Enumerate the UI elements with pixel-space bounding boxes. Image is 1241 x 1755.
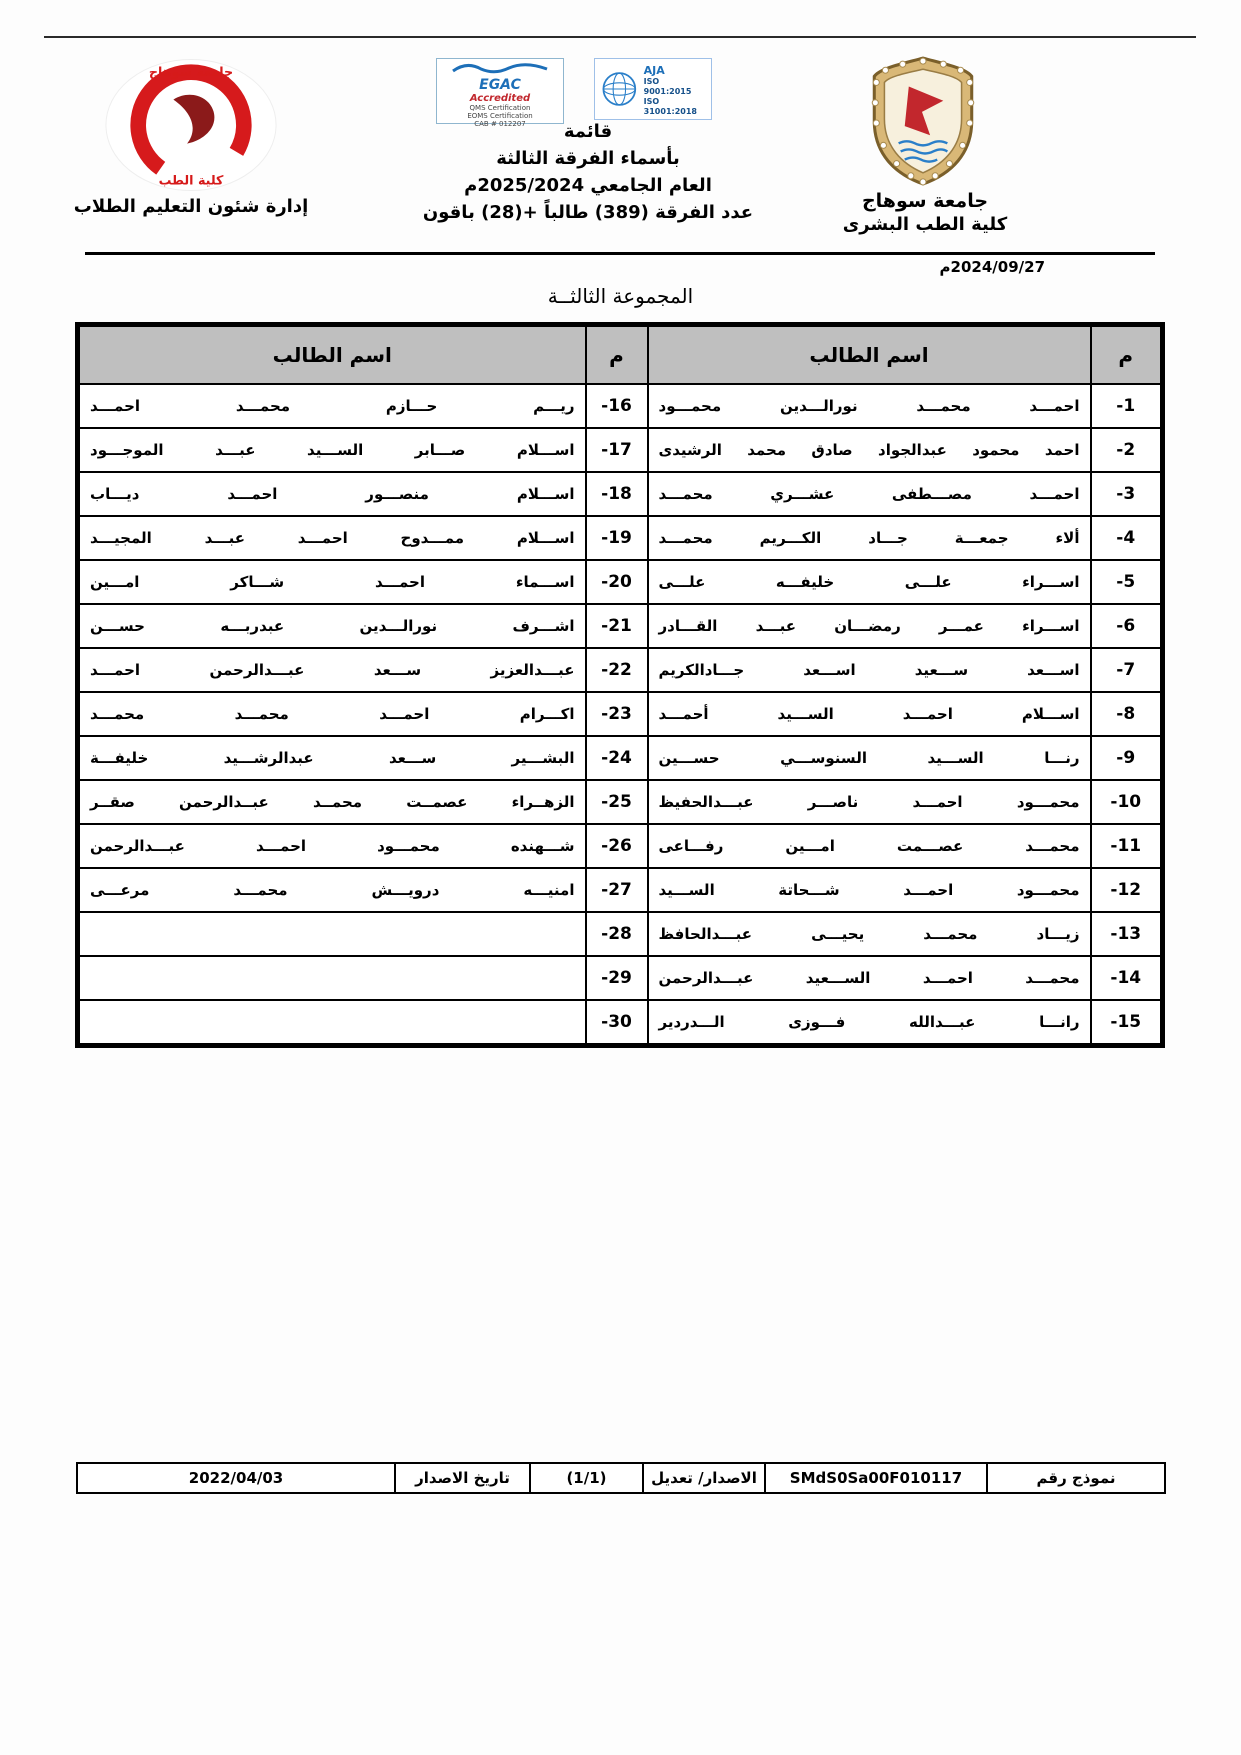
row-number-left: -26 bbox=[586, 824, 648, 868]
egac-wave-icon bbox=[445, 60, 555, 74]
title-list-word: قائمة bbox=[563, 121, 613, 142]
row-number-left: -28 bbox=[586, 912, 648, 956]
student-name-right: محمـــود احمـــد ناصـــر عبـــدالحفيظ bbox=[648, 780, 1091, 824]
aja-iso-line-1: ISO 9001:2015 bbox=[643, 76, 692, 96]
table-row bbox=[78, 428, 1163, 472]
group-title: المجموعة الثالثــة bbox=[547, 284, 694, 308]
footer-cell: الاصدار/ تعديل bbox=[642, 1464, 764, 1492]
student-name-left: ريـــم حـــازم محمـــد احمـــد bbox=[78, 384, 586, 428]
department-title: إدارة شئون التعليم الطلاب bbox=[73, 196, 309, 217]
row-number-right: -4 bbox=[1091, 516, 1163, 560]
student-name-left: اشـــرف نورالـــدين عبدربـــه حســـن bbox=[78, 604, 586, 648]
egac-cert-line-1: QMS Certification bbox=[469, 104, 531, 112]
student-name-right: محمـــود احمـــد شـــحاتة الســـيد bbox=[648, 868, 1091, 912]
student-name-left: اكـــرام احمـــد محمـــد محمـــد bbox=[78, 692, 586, 736]
student-name-right: محمـــد عصـــمت امـــين رفـــاعى bbox=[648, 824, 1091, 868]
aja-brand-text: AJA bbox=[643, 63, 665, 77]
aja-iso-line-2: ISO 31001:2018 bbox=[643, 96, 697, 116]
row-number-left: -25 bbox=[586, 780, 648, 824]
table-row bbox=[78, 956, 1163, 1000]
row-number-left: -20 bbox=[586, 560, 648, 604]
table-row bbox=[78, 912, 1163, 956]
row-number-right: -3 bbox=[1091, 472, 1163, 516]
student-name-left: الزهــراء عصمــت محمــد عبــدالرحمن صقــر bbox=[78, 780, 586, 824]
table-row bbox=[78, 384, 1163, 428]
row-number-right: -2 bbox=[1091, 428, 1163, 472]
egac-cab-number: CAB # 012207 bbox=[474, 120, 526, 128]
row-number-right: -7 bbox=[1091, 648, 1163, 692]
row-number-right: -1 bbox=[1091, 384, 1163, 428]
row-number-right: -5 bbox=[1091, 560, 1163, 604]
sohag-university-shield-emblem-icon bbox=[866, 54, 980, 188]
aja-iso-logo bbox=[594, 58, 712, 120]
logo-top-text: جامعة سوهاج bbox=[148, 64, 234, 80]
footer-cell: تاريخ الاصدار bbox=[394, 1464, 529, 1492]
table-row bbox=[78, 780, 1163, 824]
student-name-right: اســـراء عمـــر رمضـــان عبـــد القـــادر bbox=[648, 604, 1091, 648]
student-name-left bbox=[78, 1000, 586, 1046]
footer-cell: نموذج رقم bbox=[986, 1464, 1164, 1492]
student-name-left: اســـلام منصـــور احمـــد ديـــاب bbox=[78, 472, 586, 516]
row-number-left: -27 bbox=[586, 868, 648, 912]
table-header-row bbox=[78, 325, 1163, 385]
title-academic-year: العام الجامعي 2025/2024م bbox=[464, 175, 712, 196]
number-column-header-right: م bbox=[1091, 325, 1163, 385]
table-row bbox=[78, 824, 1163, 868]
student-name-right: اســـعد ســـعيد اســـعد جـــادالكريم bbox=[648, 648, 1091, 692]
row-number-right: -6 bbox=[1091, 604, 1163, 648]
egac-cert-line-2: EOMS Certification bbox=[467, 112, 533, 120]
name-column-header-left: اسم الطالب bbox=[78, 325, 586, 385]
document-title-block bbox=[408, 118, 768, 226]
row-number-left: -23 bbox=[586, 692, 648, 736]
title-class-count: عدد الفرقة (389) طالباً +(28) باقون bbox=[422, 202, 754, 223]
student-name-right: اســـراء علـــى خليفـــه علـــى bbox=[648, 560, 1091, 604]
row-number-right: -14 bbox=[1091, 956, 1163, 1000]
student-name-left: امنيـــه درويـــش محمـــد مرعـــى bbox=[78, 868, 586, 912]
faculty-name: كلية الطب البشرى bbox=[842, 214, 1008, 235]
student-name-right: رانـــا عبـــدالله فـــوزى الـــدردير bbox=[648, 1000, 1091, 1046]
row-number-right: -12 bbox=[1091, 868, 1163, 912]
table-row bbox=[78, 472, 1163, 516]
row-number-left: -29 bbox=[586, 956, 648, 1000]
student-name-left: البشـــير ســـعد عبدالرشـــيد خليفـــة bbox=[78, 736, 586, 780]
title-class-names: بأسماء الفرقة الثالثة bbox=[496, 148, 680, 169]
students-table bbox=[75, 322, 1165, 1048]
logo-bottom-text: كلية الطب bbox=[158, 172, 224, 188]
student-name-left bbox=[78, 956, 586, 1000]
row-number-right: -13 bbox=[1091, 912, 1163, 956]
row-number-left: -17 bbox=[586, 428, 648, 472]
student-table-body bbox=[78, 384, 1163, 1046]
row-number-right: -15 bbox=[1091, 1000, 1163, 1046]
university-name: جامعة سوهاج bbox=[861, 190, 989, 212]
student-name-right: احمـــد محمـــد نورالـــدين محمـــود bbox=[648, 384, 1091, 428]
table-row bbox=[78, 692, 1163, 736]
table-row bbox=[78, 604, 1163, 648]
egac-brand-text: EGAC bbox=[479, 77, 521, 93]
row-number-left: -16 bbox=[586, 384, 648, 428]
row-number-right: -9 bbox=[1091, 736, 1163, 780]
student-name-left: شـــهنده محمـــود احمـــد عبـــدالرحمن bbox=[78, 824, 586, 868]
table-row bbox=[78, 1000, 1163, 1046]
row-number-right: -8 bbox=[1091, 692, 1163, 736]
student-name-right: رنـــا الســـيد السنوســـي حســـين bbox=[648, 736, 1091, 780]
student-name-left: اســـلام صـــابر الســـيد عبـــد الموجـــود bbox=[78, 428, 586, 472]
medicine-faculty-logo-icon bbox=[103, 56, 279, 194]
table-row bbox=[78, 868, 1163, 912]
student-name-left: اســـماء احمـــد شـــاكر امـــين bbox=[78, 560, 586, 604]
student-name-right: محمـــد احمـــد الســـعيد عبـــدالرحمن bbox=[648, 956, 1091, 1000]
row-number-left: -24 bbox=[586, 736, 648, 780]
student-name-left: عبـــدالعزيز ســـعد عبـــدالرحمن احمـــد bbox=[78, 648, 586, 692]
table-row bbox=[78, 736, 1163, 780]
student-name-left bbox=[78, 912, 586, 956]
footer-cell: SMdS0Sa00F010117 bbox=[764, 1464, 986, 1492]
footer-cell: 2022/04/03 bbox=[188, 1469, 284, 1487]
page-top-rule bbox=[44, 36, 1196, 38]
student-name-right: ألاء جمعـــة جـــاد الكـــريم محمـــد bbox=[648, 516, 1091, 560]
student-name-right: زيـــاد محمـــد يحيـــى عبـــدالحافظ bbox=[648, 912, 1091, 956]
row-number-left: -21 bbox=[586, 604, 648, 648]
student-name-right: احمـــد مصـــطفى عشـــري محمـــد bbox=[648, 472, 1091, 516]
student-name-right: اســـلام احمـــد الســـيد أحمـــد bbox=[648, 692, 1091, 736]
row-number-right: -11 bbox=[1091, 824, 1163, 868]
university-name-block bbox=[795, 190, 1055, 236]
student-name-left: اســـلام ممـــدوح احمـــد عبـــد المجيـــد bbox=[78, 516, 586, 560]
footer-cell: (1/1) bbox=[529, 1464, 642, 1492]
row-number-left: -18 bbox=[586, 472, 648, 516]
row-number-right: -10 bbox=[1091, 780, 1163, 824]
egac-accreditation-logo bbox=[436, 58, 564, 128]
student-name-right: احمد محمود عبدالجواد صادق محمد الرشيدى bbox=[648, 428, 1091, 472]
aja-globe-icon bbox=[599, 66, 640, 112]
row-number-left: -30 bbox=[586, 1000, 648, 1046]
form-footer-table bbox=[76, 1462, 1166, 1494]
document-date: 2024/09/27م bbox=[939, 258, 1045, 276]
name-column-header-right: اسم الطالب bbox=[648, 325, 1091, 385]
number-column-header-left: م bbox=[586, 325, 648, 385]
egac-accredited-text: Accredited bbox=[469, 93, 531, 104]
row-number-left: -22 bbox=[586, 648, 648, 692]
table-row bbox=[78, 516, 1163, 560]
table-row bbox=[78, 560, 1163, 604]
header-separator-rule bbox=[85, 252, 1155, 255]
row-number-left: -19 bbox=[586, 516, 648, 560]
table-row bbox=[78, 648, 1163, 692]
